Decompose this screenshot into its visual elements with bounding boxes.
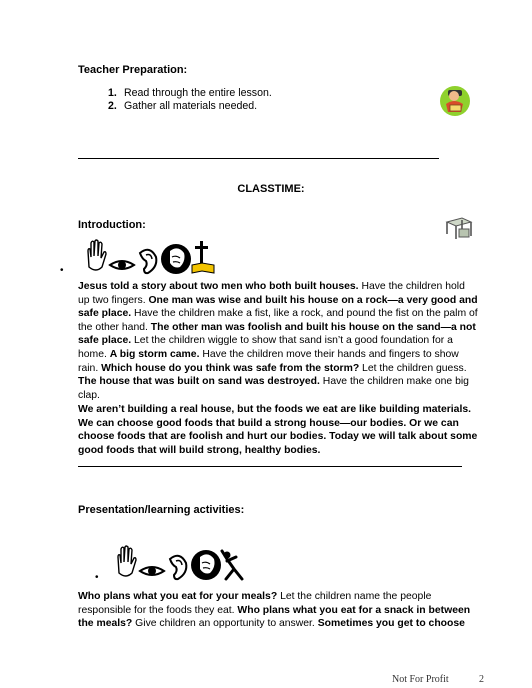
activity-text: Give children an opportunity to answer.	[132, 618, 318, 630]
horizontal-divider	[78, 466, 462, 467]
story-text: Have the children hold up two fingers.	[78, 281, 465, 306]
classtime-heading: CLASSTIME:	[237, 183, 305, 195]
footer-text: Not For Profit	[392, 674, 449, 685]
eye-sight-icon	[140, 567, 164, 575]
bullet: •	[60, 265, 64, 276]
teacher-preparation-heading: Teacher Preparation:	[78, 64, 188, 76]
preparation-list	[108, 87, 272, 113]
story-text: The house that was built on sand was destroyed.	[78, 376, 320, 388]
story-text: Have the children make a fist, like a rock, and pound the fist on the palm of the other hand.	[78, 308, 478, 333]
list-number: 2.	[108, 100, 117, 112]
eye-sight-icon	[110, 261, 134, 269]
story-text: A big storm came.	[109, 348, 200, 360]
ear-hearing-icon	[170, 556, 186, 579]
ear-hearing-icon	[140, 250, 156, 273]
introduction-heading: Introduction:	[78, 219, 146, 231]
list-item	[108, 87, 272, 100]
story-text: One man was wise and built his house on a rock—a very good and safe place.	[78, 294, 478, 320]
presentation-paragraph	[78, 590, 478, 631]
list-text: Read through the entire lesson.	[124, 87, 272, 99]
list-text: Gather all materials needed.	[124, 100, 258, 112]
hand-touch-icon	[118, 546, 136, 576]
head-thinking-icon	[191, 550, 221, 580]
intro-summary-paragraph: We aren’t building a real house, but the foods we eat are like building materials. We can choose good foods that build a strong house—our bodies. Or we can choose foods that are foolish and hurt our bodies. Today we will talk about some good foods that will build strong, healthy bodies.	[78, 404, 478, 456]
story-text: Which house do you think was safe from the storm?	[101, 362, 360, 374]
activity-text: Let the children name the people responsible for the foods they eat.	[78, 591, 432, 616]
list-number: 1.	[108, 87, 117, 99]
story-text: Let the children guess.	[359, 362, 467, 374]
desk-chair-icon	[444, 214, 474, 242]
presentation-heading: Presentation/learning activities:	[78, 504, 245, 516]
senses-icon-row	[114, 543, 254, 583]
horizontal-divider	[78, 158, 439, 159]
activity-text: Who plans what you eat for a snack in between the meals?	[78, 604, 471, 630]
bullet: •	[95, 572, 99, 583]
hand-touch-icon	[88, 240, 106, 270]
page-number: 2	[479, 674, 484, 685]
story-text: Let the children wiggle to show that sand isn’t a good foundation for a home.	[78, 335, 453, 360]
cross-bible-icon	[192, 241, 214, 273]
head-thinking-icon	[161, 244, 191, 274]
intro-story-paragraph	[78, 280, 478, 402]
story-text: Have the children make one big clap.	[78, 376, 469, 401]
stretching-person-icon	[222, 551, 242, 579]
list-item	[108, 100, 272, 113]
story-text: Have the children move their hands and fingers to show rain.	[78, 348, 459, 374]
teacher-with-book-icon	[439, 84, 471, 118]
activity-text: Sometimes you get to choose	[317, 618, 465, 630]
senses-icon-row	[84, 237, 224, 277]
activity-text: Who plans what you eat for your meals?	[78, 591, 278, 602]
story-text: Jesus told a story about two men who both built houses.	[78, 281, 359, 292]
story-text: The other man was foolish and built his house on the sand—a not safe place.	[78, 321, 476, 347]
